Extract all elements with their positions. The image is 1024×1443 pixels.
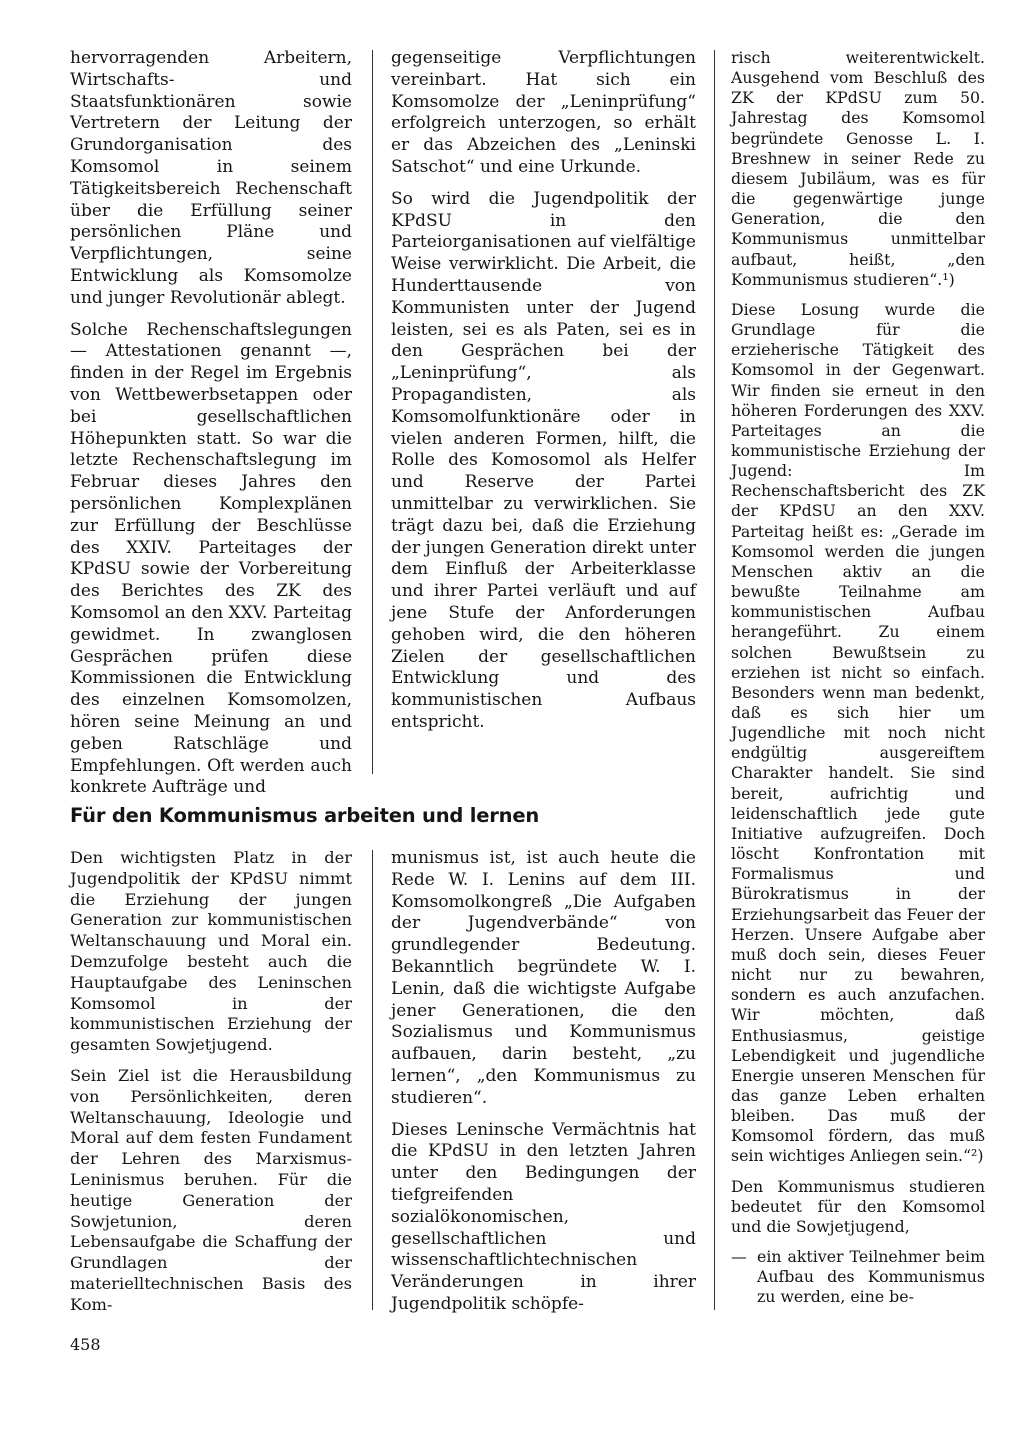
paragraph: munismus ist, ist auch heute die Rede W. I. Lenins auf dem III. Komsomolkongreß „Die Aufgaben der Jugendverbände“ von grundlegender Bedeutung. Bekanntlich begründete W. I. Lenin, daß die wichtigste Aufgabe jener Generationen, die den Sozialismus und Kommunismus aufbauen, darin besteht, „zu lernen“, „den Kommunismus zu studieren“. bbox=[391, 848, 696, 1108]
column-middle-bottom bbox=[391, 848, 696, 1316]
paragraph: gegenseitige Verpflichtungen vereinbart. Hat sich ein Komsomolze der „Leninprüfung“ erfolgreich unterzogen, so erhält er das Abzeichen des „Leninski Satschot“ und eine Urkunde. bbox=[391, 48, 696, 177]
paragraph: Den wichtigsten Platz in der Jugendpolitik der KPdSU nimmt die Erziehung der jungen Generation zur kommunistischen Weltanschauung und Moral ein. Demzufolge besteht auch die Hauptaufgabe des Leninschen Komsomol in der kommunistischen Erziehung der gesamten Sowjetjugend. bbox=[70, 848, 352, 1055]
paragraph: Solche Rechenschaftslegungen — Attestationen genannt —, finden in der Regel im Ergebnis von Wettbewerbsetappen oder bei gesellschaftlichen Höhepunkten statt. So war die letzte Rechenschaftslegung im Februar dieses Jahres den persönlichen Komplexplänen zur Erfüllung der Beschlüsse des XXIV. Parteitages der KPdSU sowie der Vorbereitung des Berichtes des ZK des Komsomol an den XXV. Parteitag gewidmet. In zwanglosen Gesprächen prüfen diese Kommissionen die Entwicklung des einzelnen Komsomolzen, hören seine Meinung an und geben Ratschläge und Empfehlungen. Oft werden auch konkrete Aufträge und bbox=[70, 319, 352, 798]
column-right bbox=[731, 48, 985, 1308]
column-left-bottom bbox=[70, 848, 352, 1316]
paragraph: Sein Ziel ist die Herausbildung von Persönlichkeiten, deren Weltanschauung, Ideologie und Moral auf dem festen Fundament der Lehren des Marxismus- Leninismus beruhen. Für die heutige Generation der Sowjetunion, deren Lebensaufgabe die Schaffung der Grundlagen der materielltechnischen Basis des Kom- bbox=[70, 1065, 352, 1314]
page-number: 458 bbox=[70, 1335, 101, 1354]
bullet-dash: — bbox=[731, 1247, 747, 1267]
column-divider bbox=[372, 50, 373, 774]
column-left-top bbox=[70, 48, 352, 799]
paragraph: Dieses Leninsche Vermächtnis hat die KPdSU in den letzten Jahren unter den Bedingungen der tiefgreifenden sozialökonomischen, gesellschaftlichen und wissenschaftlichtechnischen Veränderungen in ihrer Jugendpolitik schöpfe- bbox=[391, 1119, 696, 1314]
paragraph: Diese Losung wurde die Grundlage für die erzieherische Tätigkeit des Komsomol in der Gegenwart. Wir finden sie erneut in den höheren Forderungen des XXV. Parteitages an die kommunistische Erziehung der Jugend: Im Rechenschaftsbericht des ZK der KPdSU an den XXV. Parteitag heißt es: „Gerade im Komsomol werden die jungen Menschen aktiv an die bewußte Teilnahme am kommunistischen Aufbau herangeführt. Zu einem solchen Bewußtsein zu erziehen ist nicht so einfach. Besonders wenn man bedenkt, daß es sich hier um Jugendliche mit noch nicht endgültig ausgereiftem Charakter handelt. Sie sind bereit, aufrichtig und leidenschaftlich jede gute Initiative aufzugreifen. Doch löscht Konfrontation mit Formalismus und Bürokratismus in der Erziehungsarbeit das Feuer der Herzen. Unsere Aufgabe aber muß doch sein, dieses Feuer nicht nur zu bewahren, sondern es auch anzufachen. Wir möchten, daß Enthusiasmus, geistige Lebendigkeit und jugendliche Energie unseren Menschen für das ganze Leben erhalten bleiben. Das muß der Komsomol fördern, das muß sein wichtiges Anliegen sein.“²) bbox=[731, 299, 985, 1166]
bullet-text: ein aktiver Teilnehmer beim Aufbau des Kommunismus zu werden, eine be- bbox=[757, 1247, 985, 1307]
paragraph: risch weiterentwickelt. Ausgehend vom Beschluß des ZK der KPdSU zum 50. Jahrestag des Komsomol begründete Genosse L. I. Breshnew in seiner Rede zu diesem Jubiläum, was es für die gegenwärtige junge Generation, die den Kommunismus unmittelbar aufbaut, heißt, „den Kommunismus studieren“.¹) bbox=[731, 48, 985, 289]
bullet-item bbox=[731, 1247, 985, 1307]
section-heading: Für den Kommunismus arbeiten und lernen bbox=[70, 804, 540, 827]
column-divider bbox=[372, 850, 373, 1310]
paragraph: So wird die Jugendpolitik der KPdSU in den Parteiorganisationen auf vielfältige Weise verwirklicht. Die Arbeit, die Hunderttausende von Kommunisten unter der Jugend leisten, sei es als Paten, sei es in den Gesprächen bei der „Leninprüfung“, als Propagandisten, als Komsomolfunktionäre oder in vielen anderen Formen, hilft, die Rolle des Komosomol als Helfer und Reserve der Partei unmittelbar zu verwirklichen. Sie trägt dazu bei, daß die Erziehung der jungen Generation direkt unter dem Einfluß der Arbeiterklasse und ihrer Partei verläuft und auf jene Stufe der Anforderungen gehoben wird, die den höheren Zielen der gesellschaftlichen Entwicklung und des kommunistischen Aufbaus entspricht. bbox=[391, 188, 696, 732]
column-divider bbox=[714, 50, 715, 1310]
column-middle-top bbox=[391, 48, 696, 734]
paragraph: Den Kommunismus studieren bedeutet für den Komsomol und die Sowjetjugend, bbox=[731, 1176, 985, 1236]
paragraph: hervorragenden Arbeitern, Wirtschafts- und Staatsfunktionären sowie Vertretern der Leitung der Grundorganisation des Komsomol in seinem Tätigkeitsbereich Rechenschaft über die Erfüllung seiner persönlichen Pläne und Verpflichtungen, seine Entwicklung als Komsomolze und junger Revolutionär ablegt. bbox=[70, 48, 352, 308]
